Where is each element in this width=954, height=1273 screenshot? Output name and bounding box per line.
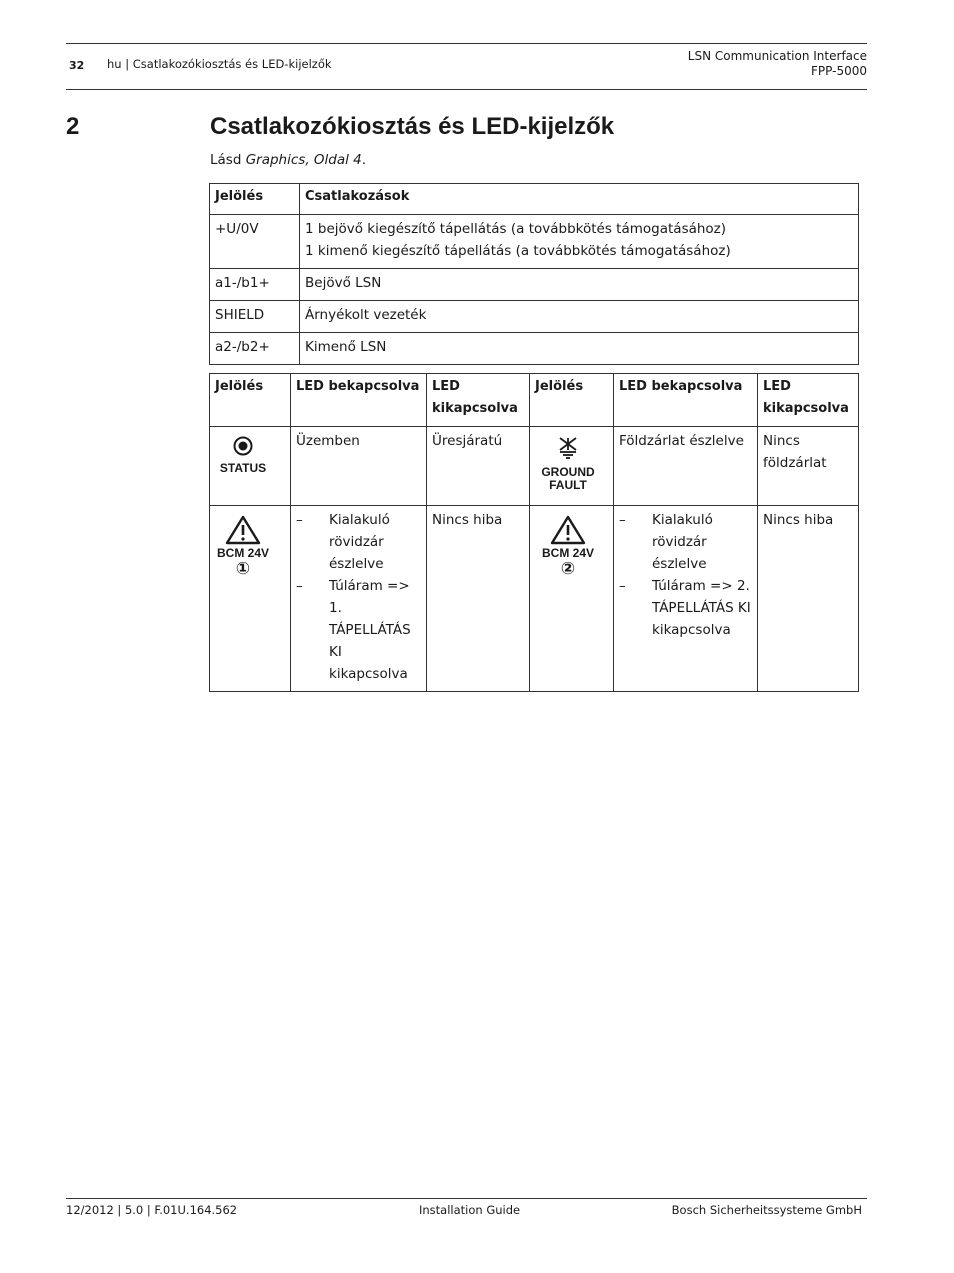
product-line-2: FPP-5000	[811, 64, 867, 78]
row-value: Bejövő LSN	[300, 269, 859, 301]
table-row	[210, 506, 859, 692]
col-header-led-off-1: LED kikapcsolva	[427, 374, 530, 427]
status-led-icon	[232, 435, 254, 457]
header-top-rule	[66, 43, 867, 44]
col-header-designation-1: Jelölés	[210, 374, 291, 427]
bcm2-number-badge: ②	[560, 559, 576, 579]
chapter-title: Csatlakozókiosztás és LED-kijelzők	[210, 113, 615, 140]
ground-fault-label-1: GROUND	[541, 465, 595, 479]
row-label: SHIELD	[210, 301, 300, 333]
row-label: a2-/b2+	[210, 333, 300, 365]
row-value: Kimenő LSN	[300, 333, 859, 365]
bcm1-led-off: Nincs hiba	[427, 506, 530, 692]
row-label: +U/0V	[210, 215, 300, 269]
product-name	[688, 49, 867, 79]
ground-fault-led-off: Nincs földzárlat	[758, 427, 859, 506]
bcm1-label: BCM 24V	[216, 546, 269, 560]
table-header-row	[210, 184, 859, 215]
list-item: – Túláram => 2. TÁPELLÁTÁS KI kikapcsolva	[619, 575, 752, 641]
ground-fault-cell	[530, 427, 614, 506]
col-header-connections: Csatlakozások	[300, 184, 859, 215]
col-header-designation-2: Jelölés	[530, 374, 614, 427]
col-header-led-off-2: LED kikapcsolva	[758, 374, 859, 427]
row-label: a1-/b1+	[210, 269, 300, 301]
table-row	[210, 269, 859, 301]
ground-fault-label-2: FAULT	[549, 478, 587, 492]
bcm2-led-off: Nincs hiba	[758, 506, 859, 692]
list-item: – Kialakuló rövidzár észlelve	[296, 509, 421, 575]
footer-document-id: 12/2012 | 5.0 | F.01U.164.562	[66, 1203, 238, 1217]
bcm2-cell	[530, 506, 614, 692]
bcm1-cell	[210, 506, 291, 692]
led-table	[209, 373, 859, 692]
list-item: – Kialakuló rövidzár észlelve	[619, 509, 752, 575]
bcm2-label: BCM 24V	[541, 546, 594, 560]
footer-company: Bosch Sicherheitssysteme GmbH	[671, 1203, 862, 1217]
footer-rule	[66, 1198, 867, 1199]
footer-document-type: Installation Guide	[419, 1203, 521, 1217]
status-cell	[210, 427, 291, 506]
bcm2-led-on	[614, 506, 758, 692]
intro-link[interactable]: Graphics, Oldal 4	[245, 152, 362, 168]
page-number: 32	[69, 59, 85, 72]
ground-fault-led-on: Földzárlat észlelve	[614, 427, 758, 506]
col-header-led-on-1: LED bekapcsolva	[291, 374, 427, 427]
connections-table	[209, 183, 859, 365]
table-row	[210, 333, 859, 365]
chapter-number: 2	[66, 113, 80, 140]
bcm1-led-on	[291, 506, 427, 692]
row-value-line-1: 1 bejövő kiegészítő tápellátás (a továbbkötés támogatásához)	[305, 221, 727, 237]
status-led-on: Üzemben	[291, 427, 427, 506]
row-value-line-2: 1 kimenő kiegészítő tápellátás (a továbbkötés támogatásához)	[305, 243, 731, 259]
status-label: STATUS	[219, 461, 267, 475]
warning-triangle-icon	[225, 515, 261, 545]
status-led-off: Üresjáratú	[427, 427, 530, 506]
list-item: – Túláram => 1. TÁPELLÁTÁS KI kikapcsolva	[296, 575, 421, 685]
table-row	[210, 301, 859, 333]
row-value: Árnyékolt vezeték	[300, 301, 859, 333]
table-header-row	[210, 374, 859, 427]
ground-fault-icon	[556, 436, 580, 462]
col-header-designation: Jelölés	[210, 184, 300, 215]
product-line-1: LSN Communication Interface	[687, 49, 867, 63]
warning-triangle-icon	[550, 515, 586, 545]
intro-prefix: Lásd	[210, 152, 246, 168]
row-value	[300, 215, 859, 269]
intro-text	[210, 152, 366, 168]
bcm1-number-badge: ①	[235, 559, 251, 579]
intro-suffix: .	[361, 152, 367, 168]
col-header-led-on-2: LED bekapcsolva	[614, 374, 758, 427]
table-row	[210, 427, 859, 506]
breadcrumb: hu | Csatlakozókiosztás és LED-kijelzők	[107, 57, 332, 71]
header-bottom-rule	[66, 89, 867, 90]
table-row	[210, 215, 859, 269]
